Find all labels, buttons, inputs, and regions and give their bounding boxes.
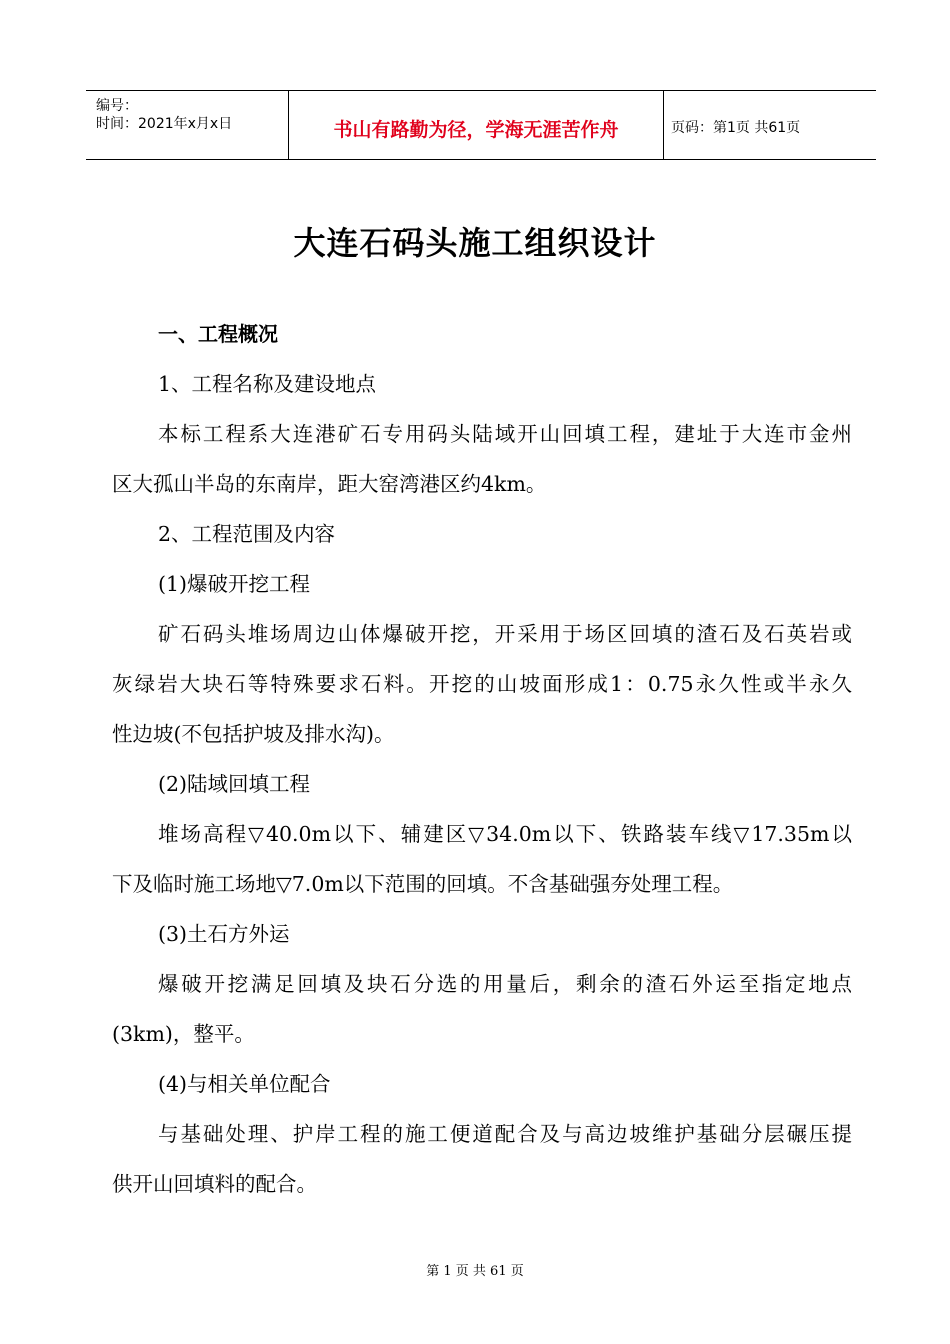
page-info: 页码：第1页 共61页 — [671, 120, 801, 136]
paragraph-line: 堆场高程▽40.0m以下、辅建区▽34.0m以下、铁路装车线▽17.35m以 — [158, 822, 852, 846]
paragraph-line: 本标工程系大连港矿石专用码头陆域开山回填工程，建址于大连市金州 — [158, 422, 852, 446]
section-heading: 一、工程概况 — [158, 322, 278, 346]
document-title: 大连石码头施工组织设计 — [293, 224, 657, 262]
subsection-heading: 1、工程名称及建设地点 — [158, 372, 377, 396]
time-label: 时间：2021年x月x日 — [96, 116, 233, 132]
page-footer: 第 1 页 共 61 页 — [426, 1264, 524, 1279]
item-heading: (3)土石方外运 — [158, 922, 290, 946]
paragraph-line: 下及临时施工场地▽7.0m以下范围的回填。不含基础强夯处理工程。 — [112, 872, 734, 896]
paragraph-line: 供开山回填料的配合。 — [112, 1172, 317, 1196]
paragraph-line: 性边坡(不包括护坡及排水沟)。 — [112, 722, 395, 746]
item-heading: (4)与相关单位配合 — [158, 1072, 331, 1096]
document-header — [86, 90, 876, 160]
item-heading: (1)爆破开挖工程 — [158, 572, 311, 596]
item-heading: (2)陆域回填工程 — [158, 772, 311, 796]
paragraph-line: (3km)，整平。 — [112, 1022, 255, 1046]
header-meta-cell — [86, 91, 288, 159]
paragraph-line: 灰绿岩大块石等特殊要求石料。开挖的山坡面形成1：0.75永久性或半永久 — [112, 672, 852, 696]
paragraph-line: 与基础处理、护岸工程的施工便道配合及与高边坡维护基础分层碾压提 — [158, 1122, 852, 1146]
motto-text: 书山有路勤为径，学海无涯苦作舟 — [333, 119, 619, 141]
header-motto-cell — [288, 91, 664, 159]
paragraph-line: 矿石码头堆场周边山体爆破开挖，开采用于场区回填的渣石及石英岩或 — [158, 622, 852, 646]
paragraph-line: 区大孤山半岛的东南岸，距大窑湾港区约4km。 — [112, 472, 547, 496]
header-page-cell — [663, 91, 876, 159]
code-label: 编号： — [96, 98, 138, 114]
subsection-heading: 2、工程范围及内容 — [158, 522, 336, 546]
paragraph-line: 爆破开挖满足回填及块石分选的用量后，剩余的渣石外运至指定地点 — [158, 972, 852, 996]
